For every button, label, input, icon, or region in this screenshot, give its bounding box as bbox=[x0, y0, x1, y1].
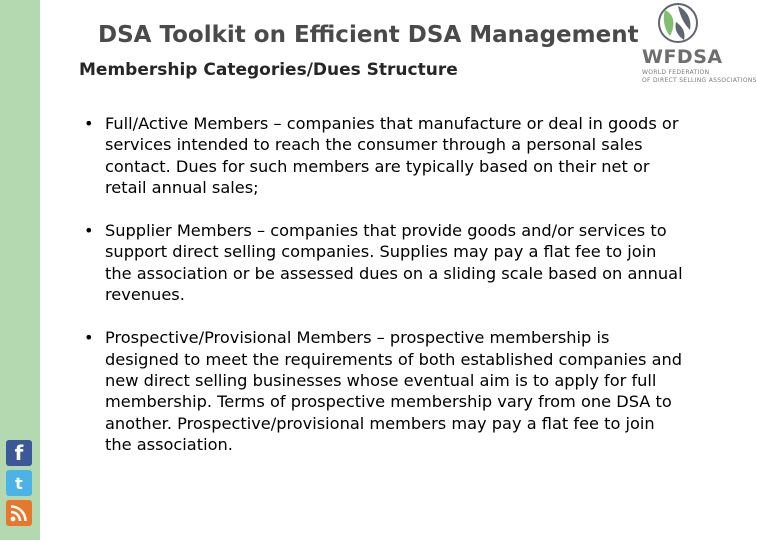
logo-tagline-line2: OF DIRECT SELLING ASSOCIATIONS bbox=[642, 77, 757, 84]
bullet-marker: • bbox=[84, 221, 94, 241]
slide-title: DSA Toolkit on Efficient DSA Management bbox=[98, 22, 639, 48]
facebook-glyph: f bbox=[14, 441, 24, 465]
bullet-marker: • bbox=[84, 328, 94, 348]
slide-subtitle: Membership Categories/Dues Structure bbox=[79, 60, 458, 80]
rss-icon[interactable] bbox=[6, 500, 32, 526]
logo-tagline-line1: WORLD FEDERATION bbox=[642, 69, 710, 76]
bullet-item-supplier bbox=[84, 220, 684, 305]
bullet-item-full-active bbox=[84, 113, 684, 198]
twitter-glyph: t bbox=[15, 473, 23, 493]
bullet-text: Full/Active Members – companies that manufacture or deal in goods or services intended to reach the consumer through a personal sales contact. Dues for such members are typically based on their net or retail annual sales; bbox=[105, 114, 679, 197]
bullet-list bbox=[84, 113, 684, 455]
bullet-text: Prospective/Provisional Members – prospective membership is designed to meet the requirements of both established companies and new direct selling businesses whose eventual aim is to apply for full membership. Terms of prospective membership vary from one DSA to another. Prospective/provisional members may pay a flat fee to join the association. bbox=[105, 328, 683, 454]
bullet-item-prospective bbox=[84, 327, 684, 455]
logo-wordmark: WFDSA bbox=[642, 46, 723, 68]
rss-glyph bbox=[9, 503, 29, 523]
twitter-icon[interactable] bbox=[6, 470, 32, 496]
bullet-text: Supplier Members – companies that provide goods and/or services to support direct selling companies. Supplies may pay a flat fee to join the association or be assessed dues on a sliding scale based on annual revenues. bbox=[105, 221, 683, 305]
wfdsa-logo bbox=[640, 2, 757, 92]
globe-icon bbox=[656, 2, 700, 44]
bullet-marker: • bbox=[84, 114, 94, 133]
facebook-icon[interactable] bbox=[6, 440, 32, 466]
